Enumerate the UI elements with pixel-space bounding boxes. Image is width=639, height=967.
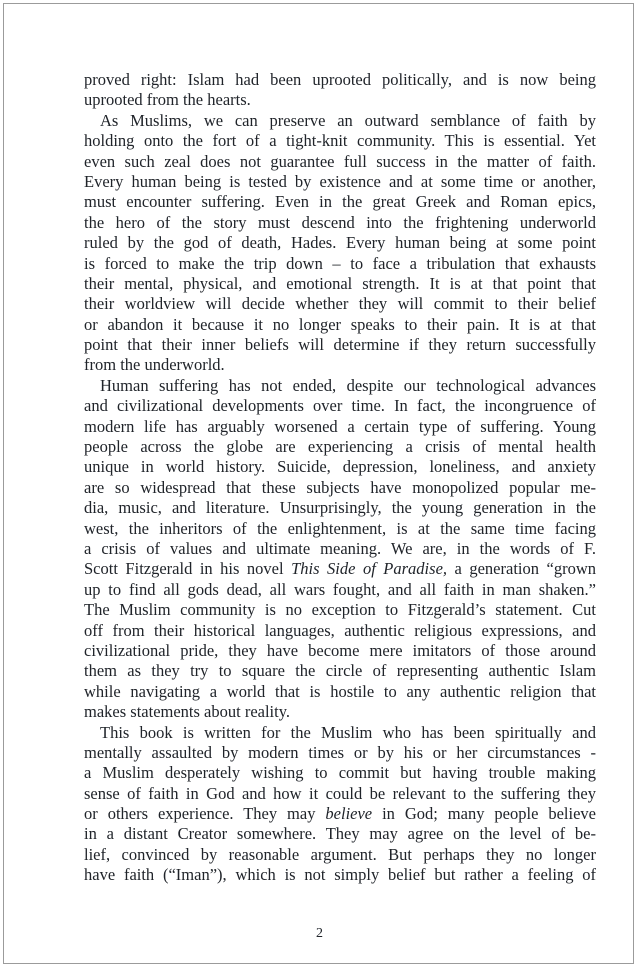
text-line: people across the globe are experiencing a crisis of mental health bbox=[84, 437, 596, 457]
text-line: a Muslim desperately wishing to commit but having trouble making bbox=[84, 763, 596, 783]
text-line: are so widespread that these subjects have monopolized popular me- bbox=[84, 477, 596, 497]
text-line: mentally assaulted by modern times or by his or her circumstances - bbox=[84, 742, 596, 762]
italic-book-title: This Side of Paradise, bbox=[291, 559, 448, 579]
text-segment: Scott Fitzgerald in his novel bbox=[84, 559, 292, 579]
text-line: from the underworld. bbox=[84, 355, 225, 375]
italic-emphasis: believe bbox=[325, 804, 373, 824]
paragraph-1 bbox=[84, 70, 596, 111]
text-line: have faith (“Iman”), which is not simply belief but rather a feeling of bbox=[84, 865, 596, 885]
paragraph-2 bbox=[84, 111, 596, 376]
text-segment: or others experience. They may bbox=[84, 804, 326, 824]
text-line: Every human being is tested by existence and at some time or another, bbox=[84, 171, 596, 191]
text-line: lief, convinced by reasonable argument. But perhaps they no longer bbox=[84, 844, 596, 864]
text-segment: a generation “grown bbox=[447, 559, 596, 579]
paragraph-4 bbox=[84, 723, 596, 886]
text-line: unique in world history. Suicide, depression, loneliness, and anxiety bbox=[84, 457, 596, 477]
text-line: makes statements about reality. bbox=[84, 702, 291, 722]
text-line: them as they try to square the circle of representing authentic Islam bbox=[84, 661, 596, 681]
paragraph-3 bbox=[84, 376, 596, 723]
text-line: up to find all gods dead, all wars fought, and all faith in man shaken.” bbox=[84, 579, 596, 599]
text-line: holding onto the fort of a tight-knit community. This is essential. Yet bbox=[84, 131, 596, 151]
text-line: sense of faith in God and how it could be relevant to the suffering they bbox=[84, 783, 596, 803]
text-line: uprooted from the hearts. bbox=[84, 90, 251, 110]
text-line: off from their historical languages, authentic religious expressions, and bbox=[84, 620, 596, 640]
text-line: the hero of the story must descend into the frightening underworld bbox=[84, 212, 596, 232]
text-line: civilizational pride, they have become mere imitators of those around bbox=[84, 640, 596, 660]
text-line: point that their inner beliefs will determine if they return successfully bbox=[84, 335, 596, 355]
text-line: or abandon it because it no longer speaks to their pain. It is at that bbox=[84, 314, 596, 334]
text-line: even such zeal does not guarantee full success in the matter of faith. bbox=[84, 151, 596, 171]
text-line: This book is written for the Muslim who has been spiritually and bbox=[100, 722, 596, 742]
text-line: west, the inheritors of the enlightenment, is at the same time facing bbox=[84, 518, 596, 538]
text-line: The Muslim community is no exception to Fitzgerald’s statement. Cut bbox=[84, 600, 596, 620]
text-line: and civilizational developments over time. In fact, the incongruence of bbox=[84, 396, 596, 416]
text-line: must encounter suffering. Even in the great Greek and Roman epics, bbox=[84, 192, 596, 212]
page-number: 2 bbox=[316, 926, 323, 941]
text-segment: in God; many people believe bbox=[372, 804, 596, 824]
text-block bbox=[84, 70, 596, 886]
text-line: Human suffering has not ended, despite our technological advances bbox=[100, 375, 596, 395]
text-line: in a distant Creator somewhere. They may agree on the level of be- bbox=[84, 824, 596, 844]
text-line: modern life has arguably worsened a certain type of suffering. Young bbox=[84, 416, 596, 436]
text-line bbox=[84, 804, 596, 824]
text-line: is forced to make the trip down – to face a tribulation that exhausts bbox=[84, 253, 596, 273]
text-line: their worldview will decide whether they will commit to their belief bbox=[84, 294, 596, 314]
text-line: their mental, physical, and emotional strength. It is at that point that bbox=[84, 273, 596, 293]
text-line: proved right: Islam had been uprooted politically, and is now being bbox=[84, 70, 596, 89]
text-line: As Muslims, we can preserve an outward semblance of faith by bbox=[100, 110, 596, 130]
text-line: a crisis of values and ultimate meaning. We are, in the words of F. bbox=[84, 538, 596, 558]
text-line bbox=[84, 559, 596, 579]
text-line: dia, music, and literature. Unsurprisingly, the young generation in the bbox=[84, 498, 596, 518]
text-line: ruled by the god of death, Hades. Every human being at some point bbox=[84, 233, 596, 253]
text-line: while navigating a world that is hostile to any authentic religion that bbox=[84, 681, 596, 701]
